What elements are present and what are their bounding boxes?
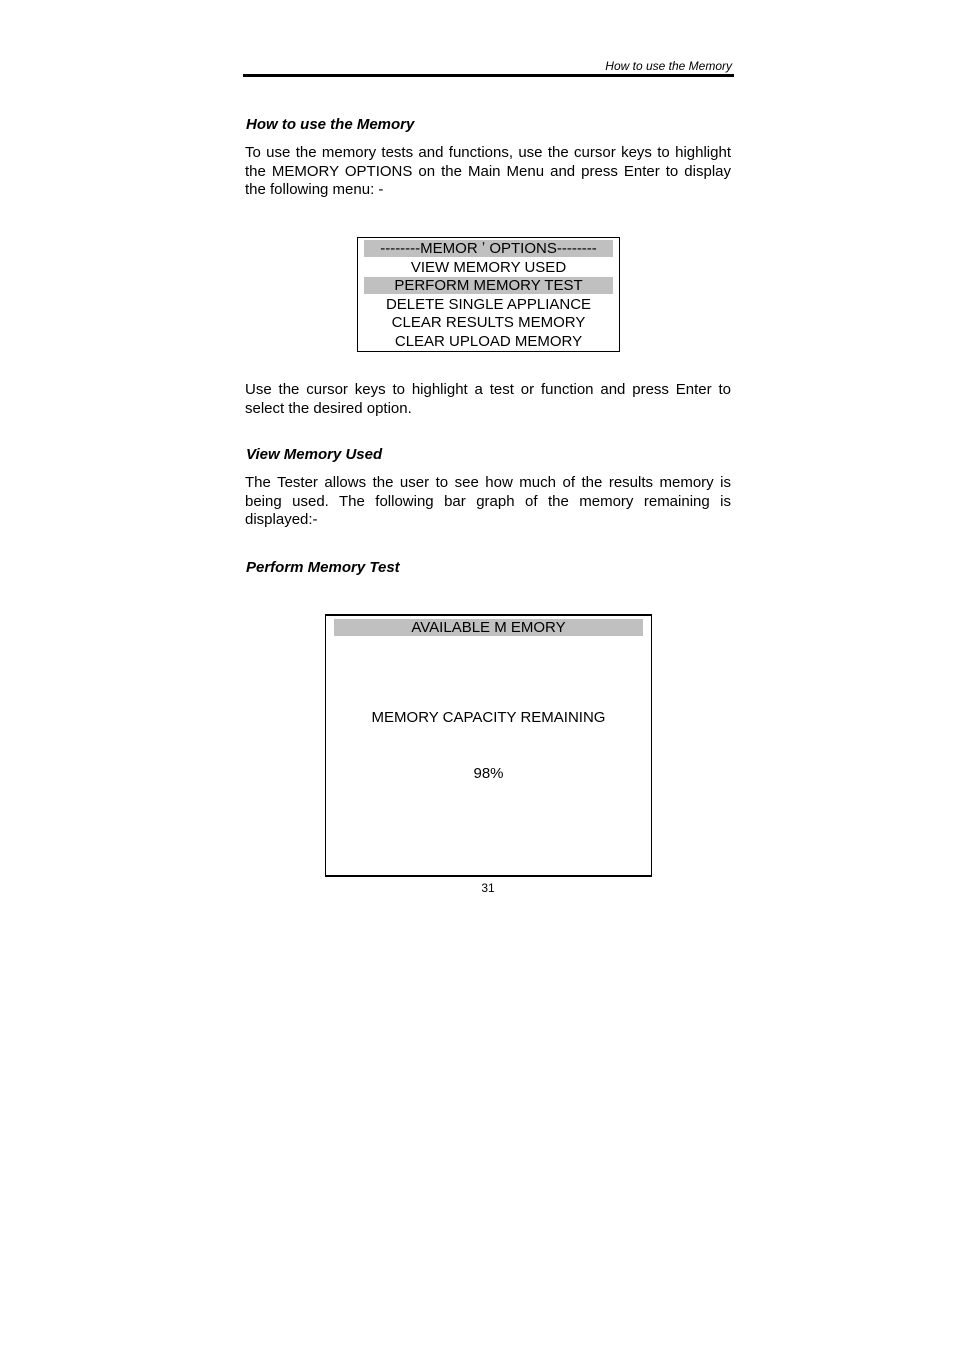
menu-item-clear-results-memory: CLEAR RESULTS MEMORY [391, 314, 586, 331]
heading-view-memory-used: View Memory Used [246, 446, 383, 463]
heading-perform-memory-test: Perform Memory Test [246, 559, 400, 576]
menu-item-view-memory-used: VIEW MEMORY USED [410, 258, 567, 276]
memory-capacity-value: 98% [473, 765, 504, 782]
paragraph-after-menu: Use the cursor keys to highlight a test or function and press Enter to select the desired option. [245, 381, 731, 417]
memory-capacity-label: MEMORY CAPACITY REMAINING [371, 709, 606, 726]
heading-how-to-use: How to use the Memory [246, 116, 415, 133]
paragraph-how-to-use: To use the memory tests and functions, use the cursor keys to highlight the MEMORY OPTIONS on the Main Menu and press Enter to display the following menu: - [245, 144, 731, 198]
menu-item-perform-memory-test: PERFORM MEMORY TEST [364, 277, 613, 294]
running-header: How to use the Memory [605, 59, 732, 73]
memory-screen-title: AVAILABLE M EMORY [334, 619, 643, 636]
menu-item-clear-upload-memory: CLEAR UPLOAD MEMORY [394, 332, 583, 350]
menu-screen-title: --------MEMOR ʼ OPTIONS-------- [364, 240, 613, 257]
available-memory-screen [325, 614, 652, 877]
menu-item-delete-single-appliance: DELETE SINGLE APPLIANCE [385, 295, 592, 313]
paragraph-view-memory-used: The Tester allows the user to see how much of the results memory is being used. The following bar graph of the memory remaining is displayed:- [245, 474, 731, 528]
memory-options-screen [357, 237, 620, 352]
page-number: 31 [481, 881, 495, 895]
header-rule [243, 74, 734, 77]
